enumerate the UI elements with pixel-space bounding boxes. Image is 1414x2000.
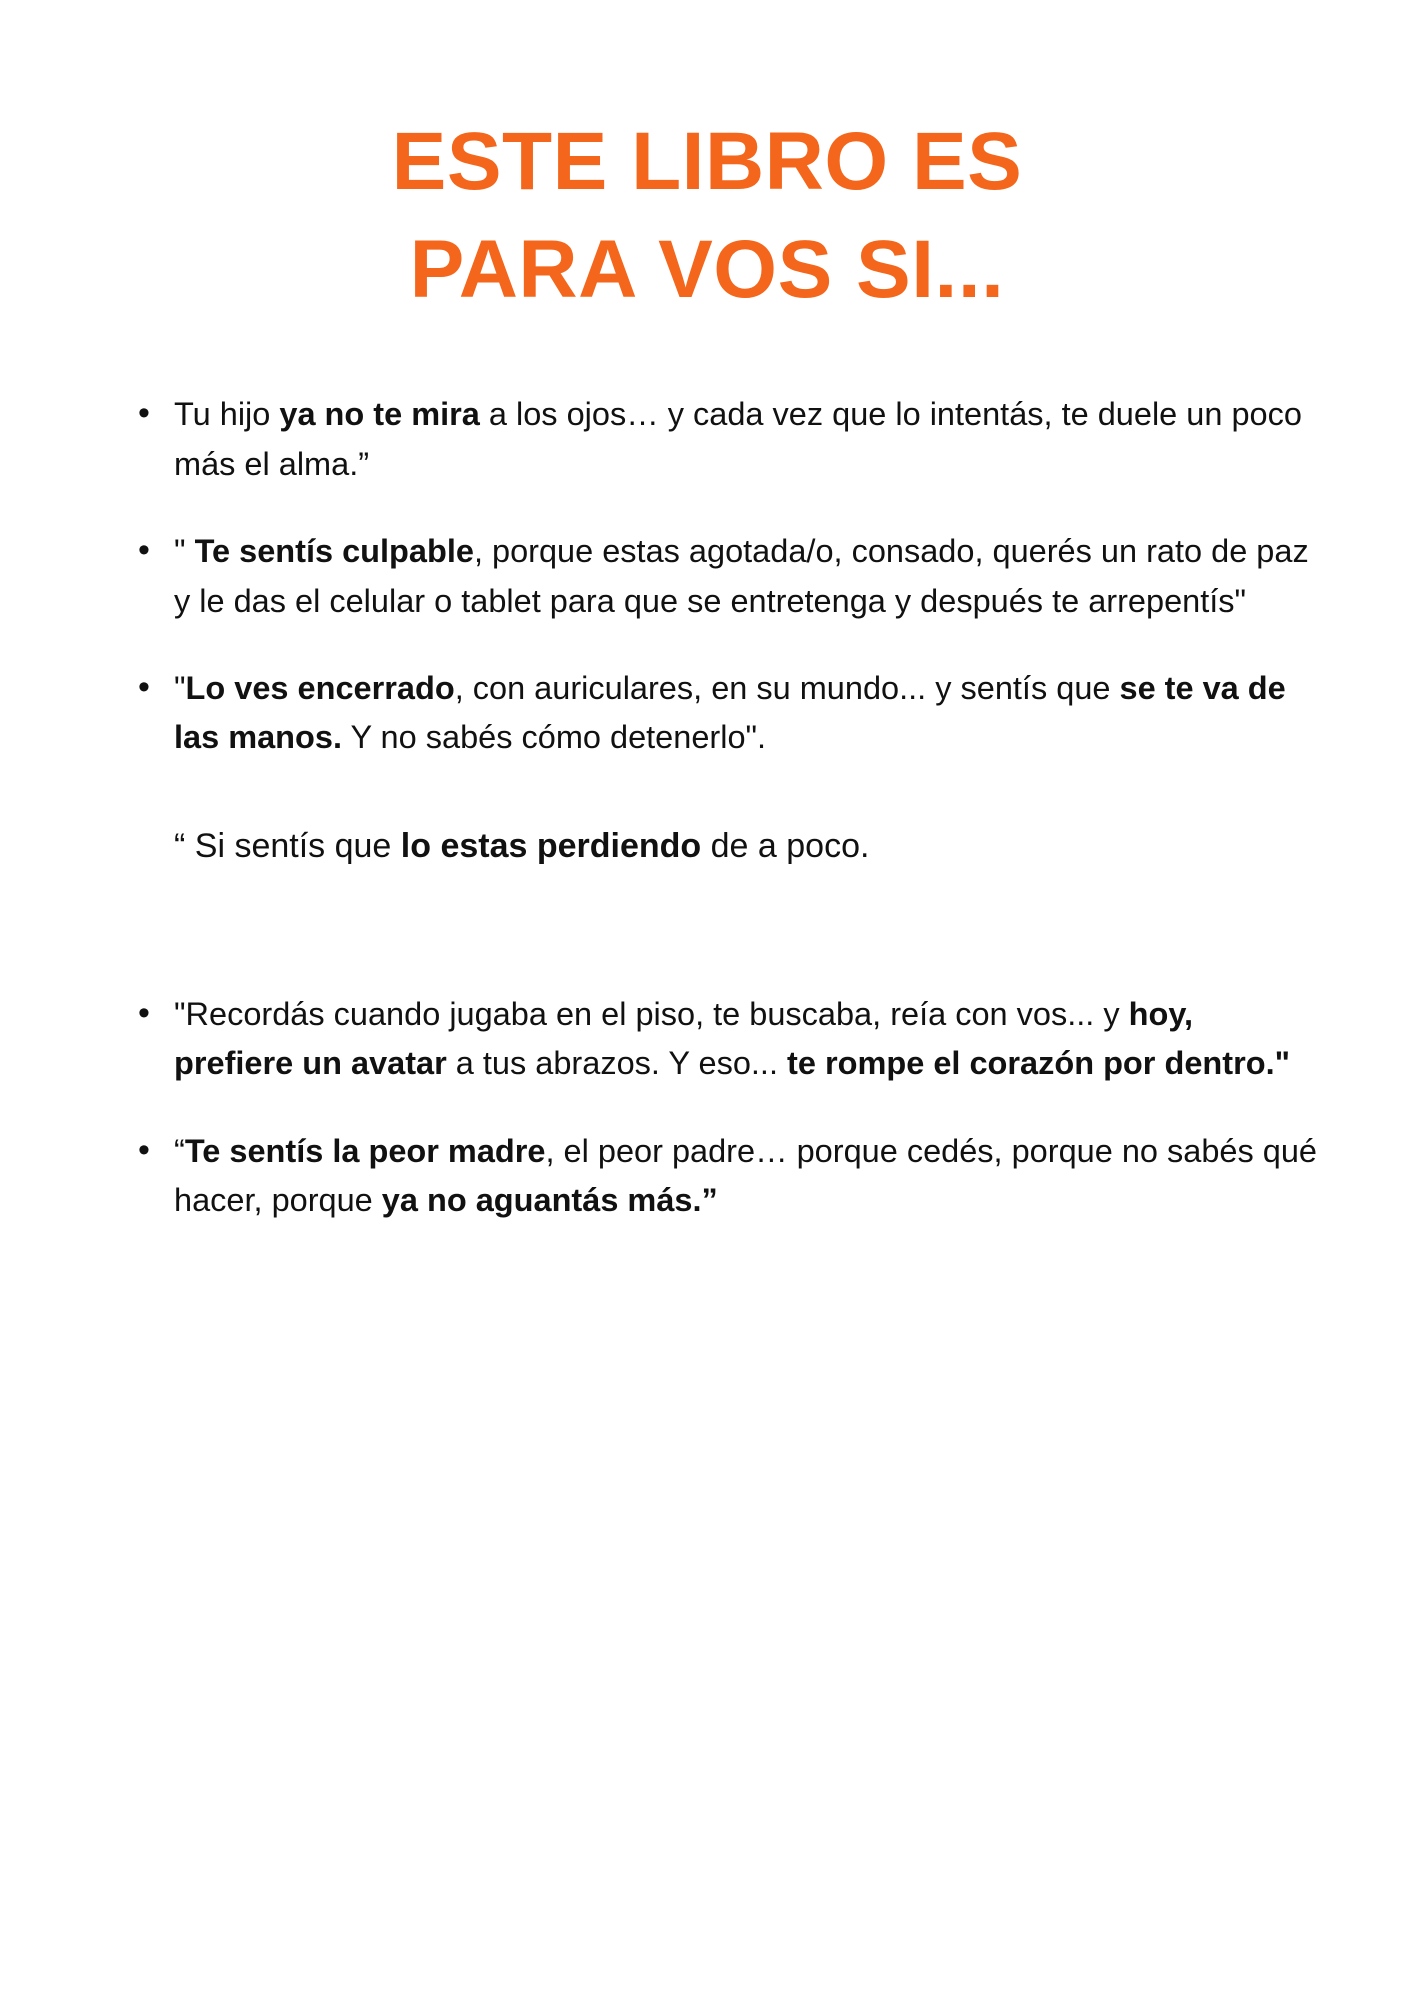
plain-text: Tu hijo: [174, 396, 280, 433]
emphasis-text: Lo ves encerrado: [185, 670, 455, 707]
plain-text: a los ojos… y cada vez que lo intentás, te duele un poco más el alma.”: [174, 396, 1302, 482]
plain-text: ": [174, 533, 195, 570]
page-title-line-2: PARA VOS SI...: [409, 224, 1005, 316]
plain-text: , con auriculares, en su mundo... y sentís que: [454, 670, 1120, 707]
plain-text: “: [174, 1132, 185, 1169]
emphasis-text: Te sentís culpable: [194, 533, 474, 570]
standalone-paragraph: [126, 821, 1318, 872]
emphasis-text: ya no te mira: [279, 396, 480, 433]
plain-text: ": [174, 670, 186, 707]
bullet-list-group-two: [126, 990, 1318, 1226]
list-item: [126, 1127, 1318, 1226]
plain-text: Y no sabés cómo detenerlo".: [342, 719, 767, 756]
list-item: [126, 990, 1318, 1089]
emphasis-text: te rompe el corazón por dentro.": [787, 1045, 1291, 1082]
emphasis-text: se te va de las manos.: [174, 670, 1286, 756]
emphasis-text: lo estas perdiendo: [400, 826, 702, 865]
bullet-list-group-one: [126, 390, 1318, 762]
list-item: [126, 527, 1318, 626]
emphasis-text: hoy, prefiere un avatar: [174, 995, 1194, 1082]
plain-text: de a poco.: [701, 826, 870, 865]
page-title: [0, 0, 1414, 324]
plain-text: , el peor padre… porque cedés, porque no sabés qué hacer, porque: [174, 1132, 1317, 1218]
list-item: [126, 664, 1318, 763]
list-item: [126, 390, 1318, 489]
section-spacer: [126, 872, 1318, 990]
plain-text: a tus abrazos. Y eso...: [446, 1045, 788, 1082]
page-title-line-1: ESTE LIBRO ES: [391, 116, 1023, 207]
plain-text: , porque estas agotada/o, consado, querés un rato de paz y le das el celular o tablet para que se entretenga y después te arrepentís": [174, 533, 1309, 619]
document-body: [0, 390, 1414, 1225]
plain-text: "Recordás cuando jugaba en el piso, te buscaba, reía con vos... y: [174, 995, 1129, 1032]
emphasis-text: ya no aguantás más.”: [381, 1181, 718, 1218]
emphasis-text: Te sentís la peor madre: [184, 1132, 546, 1169]
plain-text: “ Si sentís que: [174, 826, 401, 865]
